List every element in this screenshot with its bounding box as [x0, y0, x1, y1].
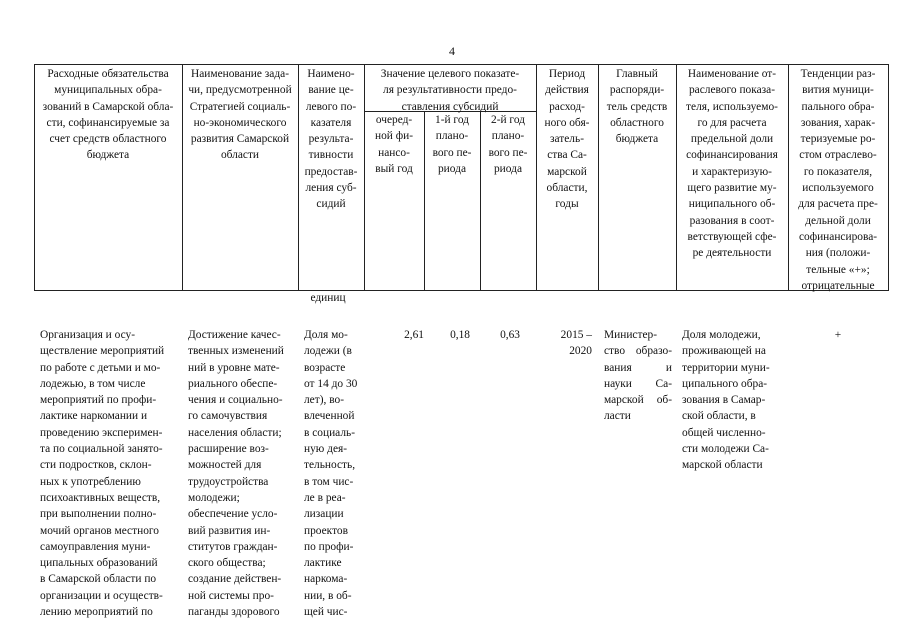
- header-next-fiscal-year: очеред- ной фи- нансо- вый год: [374, 114, 413, 175]
- row-sector-indicator: Доля молодежи, проживающей на территории муни- ципального обра- зования в Самар- ской области, в общей численно- сти молодежи Са- марской области: [682, 329, 770, 472]
- row-budget-manager: Министер- ство образо- вания и науки Са- марской об- ласти: [604, 329, 672, 423]
- table-bottom-border: [34, 290, 889, 291]
- row-trend: +: [834, 329, 842, 341]
- header-sector-indicator: Наименование от- раслевого показа- теля, используемо- го для расчета предельной доли софинансирования и характеризую- щего развитие му- ниципального об- разования в соот- ветствующей сфе- ре деятельности: [686, 68, 778, 260]
- row-value-first-planning-year: 0,18: [450, 329, 470, 341]
- column-divider: [888, 64, 889, 291]
- header-indicator-value-group: Значение целевого показате- ля результативности предо- ставления субсидий: [380, 68, 520, 113]
- row-value-second-planning-year: 0,63: [500, 329, 520, 341]
- header-indicator-name: Наимено- вание це- левого по- казателя результа- тивности предостав- ления суб- сидий: [304, 68, 358, 211]
- header-development-trends: Тенденции раз- вития муници- пального обра- зования, харак- теризуемые ро- стом отраслево- го показателя, используемого для расчета пре- дельной доли софинансирова- ния (положи- тельные «+»; отрицательные: [798, 68, 878, 292]
- header-task-name: Наименование зада- чи, предусмотренной Стратегией социаль- но-экономического развития Самарской области: [188, 68, 292, 162]
- header-expense-obligations: Расходные обязательства муниципальных обра- зований в Самарской обла- сти, софинансируемые за счет средств областного бюджета: [42, 68, 174, 162]
- header-obligation-period: Период действия расход- ного обя- затель- ства Са- марской области, годы: [544, 68, 590, 211]
- row-period: 2015 – 2020: [560, 329, 592, 358]
- header-second-planning-year: 2-й год плано- вого пе- риода: [488, 114, 528, 175]
- row-value-next-year: 2,61: [404, 329, 424, 341]
- table-top-border: [34, 64, 889, 65]
- header-budget-manager: Главный распоряди- тель средств областного бюджета: [606, 68, 668, 146]
- page-number: 4: [449, 44, 455, 58]
- row-expense-obligation: Организация и осу- ществление мероприятий по работе с детьми и мо- лодежью, в том числе мероприятий по профи- лактике наркомании и проведению эксперимен- та по социальной занято- сти подростков, склон- ных к употреблению психоактивных веществ, при выполнении полно- мочий органов местного самоуправления муни- ципальных образований в Самарской области по организации и осуществ- лению мероприятий по: [40, 329, 165, 619]
- row-task: Достижение качес- твенных изменений ний в уровне мате- риального обеспе- чения и социально- го самочувствия населения области; расширение воз- можностей для трудоустройства молодежи; обеспечение усло- вий развития ин- ститутов граждан- ского общества; создание действен- ной системы про- паганды здорового: [188, 329, 284, 619]
- header-overflow-text: единиц: [310, 292, 346, 304]
- row-indicator: Доля мо- лодежи (в возрасте от 14 до 30 лет), во- влеченной в социаль- ную дея- тельность, в том чис- ле в реа- лизации проектов по профи- лактике наркома- нии, в об- щей чис-: [304, 329, 358, 619]
- header-first-planning-year: 1-й год плано- вого пе- риода: [432, 114, 472, 175]
